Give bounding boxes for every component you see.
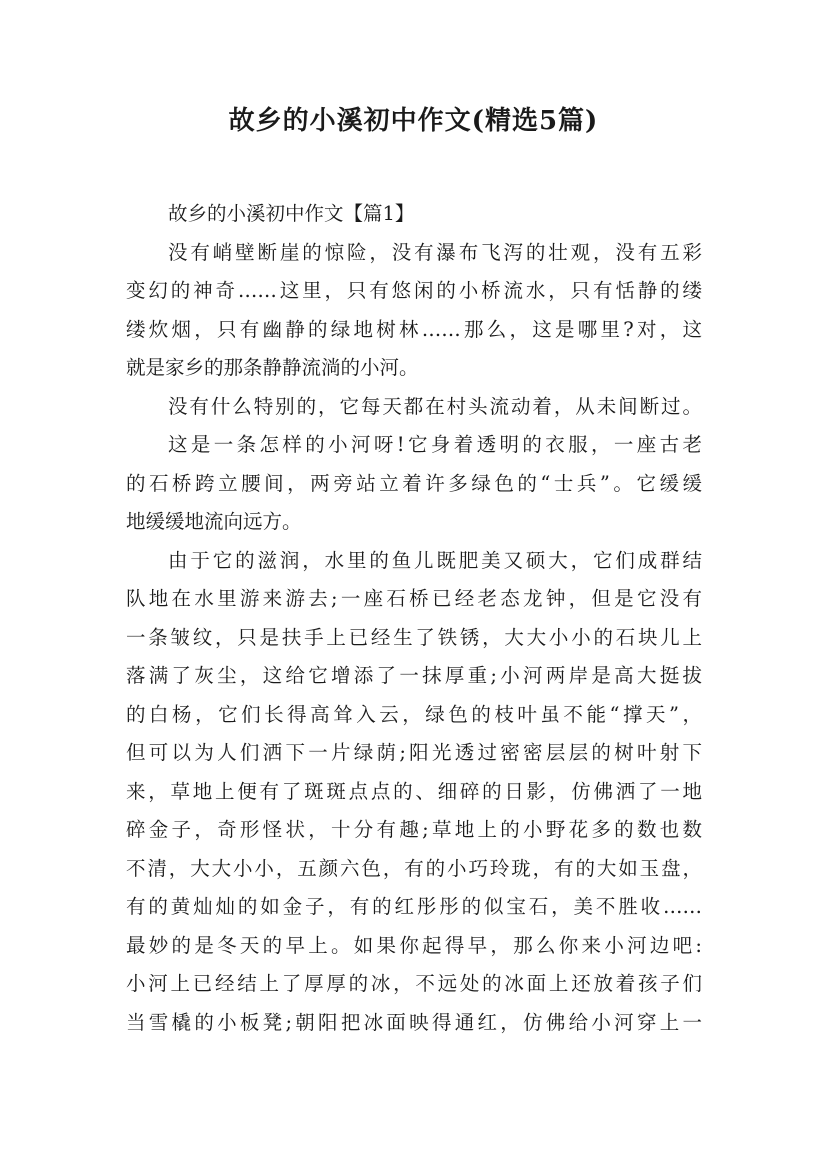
text-line: 落满了灰尘，这给它增添了一抹厚重;小河两岸是高大挺拔	[126, 664, 702, 687]
document-body	[126, 195, 702, 1042]
text-line: 队地在水里游来游去;一座石桥已经老态龙钟，但是它没有	[126, 587, 702, 610]
text-line: 有的黄灿灿的如金子，有的红彤彤的似宝石，美不胜收……	[126, 895, 702, 918]
text-line: 缕炊烟，只有幽静的绿地树林……那么，这是哪里?对，这	[126, 317, 702, 341]
text-line: 不清，大大小小，五颜六色，有的小巧玲珑，有的大如玉盘，	[126, 856, 702, 880]
text-line: 这是一条怎样的小河呀!它身着透明的衣服，一座古老	[168, 433, 702, 456]
text-line: 最妙的是冬天的早上。如果你起得早，那么你来小河边吧:	[126, 933, 702, 957]
text-line: 地缓缓地流向远方。	[126, 510, 302, 533]
text-line: 但可以为人们洒下一片绿荫;阳光透过密密层层的树叶射下	[126, 741, 702, 764]
text-line: 没有什么特别的，它每天都在村头流动着，从未间断过。	[168, 394, 702, 418]
document-title: 故乡的小溪初中作文(精选5篇)	[228, 106, 599, 136]
text-line: 就是家乡的那条静静流淌的小河。	[126, 356, 419, 379]
text-line: 小河上已经结上了厚厚的冰，不远处的冰面上还放着孩子们	[126, 972, 702, 995]
text-line: 故乡的小溪初中作文【篇1】	[168, 202, 415, 225]
text-line: 当雪橇的小板凳;朝阳把冰面映得通红，仿佛给小河穿上一	[126, 1010, 702, 1034]
text-line: 碎金子，奇形怪状，十分有趣;草地上的小野花多的数也数	[126, 818, 702, 841]
text-line: 一条皱纹，只是扶手上已经生了铁锈，大大小小的石块儿上	[126, 625, 702, 649]
text-line: 的白杨，它们长得高耸入云，绿色的枝叶虽不能“撑天”，	[126, 702, 702, 726]
text-line: 没有峭壁断崖的惊险，没有瀑布飞泻的壮观，没有五彩	[168, 240, 702, 264]
text-line: 的石桥跨立腰间，两旁站立着许多绿色的“士兵”。它缓缓	[126, 471, 702, 495]
text-line: 由于它的滋润，水里的鱼儿既肥美又硕大，它们成群结	[168, 548, 702, 572]
text-line: 变幻的神奇……这里，只有悠闲的小桥流水，只有恬静的缕	[126, 279, 702, 302]
text-line: 来，草地上便有了斑斑点点的、细碎的日影，仿佛洒了一地	[126, 779, 702, 803]
